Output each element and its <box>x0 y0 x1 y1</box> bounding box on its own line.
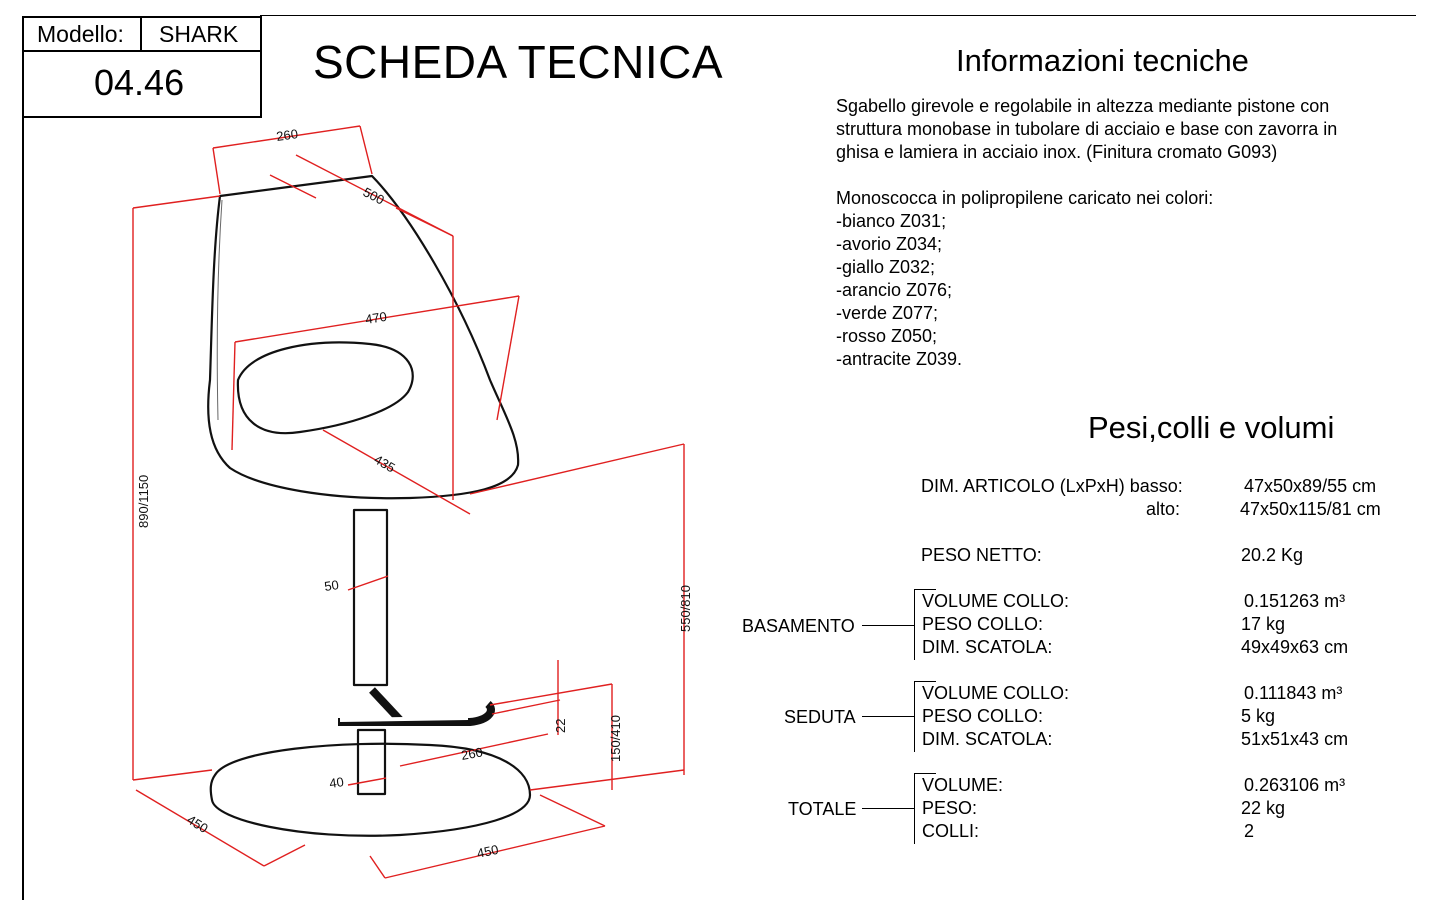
colors-title: Monoscocca in polipropilene caricato nei colori: <box>836 188 1214 208</box>
page-title: SCHEDA TECNICA <box>313 36 724 88</box>
dim-line <box>133 196 220 208</box>
dim-label-base-left: 450 <box>184 811 211 837</box>
seat-inner-line <box>217 200 222 420</box>
group-bracket-tick <box>914 681 936 682</box>
group-row-label: VOLUME: <box>922 775 1004 795</box>
dim-line <box>270 175 316 198</box>
seat-cutout <box>238 343 413 434</box>
model-label: Modello: <box>37 21 124 47</box>
dim-line <box>540 795 605 826</box>
color-item: -rosso Z050; <box>836 326 938 346</box>
dim-line <box>323 430 470 514</box>
group-row-value: 5 kg <box>1241 706 1276 726</box>
desc-line: struttura monobase in tubolare di acciaio e base con zavorra in <box>836 119 1338 139</box>
group-row-label: COLLI: <box>922 821 980 841</box>
dim-line <box>497 296 519 420</box>
weights-title: Pesi,colli e volumi <box>1088 410 1335 445</box>
group-name-totale: TOTALE <box>788 799 857 819</box>
foot-ring-inner <box>340 718 468 720</box>
group-name-basamento: BASAMENTO <box>742 616 855 636</box>
dim-label-foot-height: 150/410 <box>608 715 623 762</box>
lower-column <box>358 730 385 794</box>
column <box>354 510 387 685</box>
model-name-cell <box>142 18 260 52</box>
dim-line <box>348 778 386 785</box>
dim-label-seat-depth: 435 <box>371 451 398 476</box>
group-row-value: 2 <box>1244 821 1255 841</box>
dim-label-foot-width: 260 <box>459 744 484 763</box>
group-row-label: DIM. SCATOLA: <box>922 729 1053 749</box>
dim-basso-value: 47x50x89/55 cm <box>1244 476 1377 496</box>
dim-line <box>492 700 560 714</box>
model-box <box>22 16 262 118</box>
seat-shell <box>208 176 518 498</box>
group-row-label: VOLUME COLLO: <box>922 591 1070 611</box>
group-bracket <box>914 589 915 660</box>
info-description <box>836 95 1337 164</box>
group-row-value: 49x49x63 cm <box>1241 637 1349 657</box>
color-item: -arancio Z076; <box>836 280 953 300</box>
dim-line <box>396 208 453 236</box>
group-bracket <box>914 681 915 752</box>
dim-label-top-width: 260 <box>275 126 299 144</box>
color-item: -antracite Z039. <box>836 349 963 369</box>
group-connector <box>862 625 914 626</box>
dim-label-seat-width: 470 <box>364 308 388 327</box>
stool-outline <box>208 176 530 836</box>
group-row-label: PESO COLLO: <box>922 614 1044 634</box>
dim-label-foot-tube: 22 <box>553 718 568 733</box>
group-row-value: 0.263106 m³ <box>1244 775 1346 795</box>
group-bracket-tick <box>914 773 936 774</box>
dim-label-top-depth: 500 <box>360 184 387 208</box>
group-bracket <box>914 773 915 844</box>
dim-line <box>470 444 684 494</box>
dim-line <box>232 342 235 450</box>
info-title: Informazioni tecniche <box>956 43 1249 78</box>
dim-label-column: 50 <box>323 577 340 594</box>
color-item: -avorio Z034; <box>836 234 943 254</box>
group-row-value: 0.151263 m³ <box>1244 591 1346 611</box>
foot-rest-bar <box>372 690 400 720</box>
stool-drawing <box>0 110 720 900</box>
group-row-label: VOLUME COLLO: <box>922 683 1070 703</box>
dim-line <box>370 856 385 878</box>
colors-list <box>836 187 1213 371</box>
group-connector <box>862 716 914 717</box>
group-row-label: PESO COLLO: <box>922 706 1044 726</box>
color-item: -bianco Z031; <box>836 211 947 231</box>
group-row-value: 17 kg <box>1241 614 1286 634</box>
dim-line <box>360 126 372 174</box>
dim-alto-value: 47x50x115/81 cm <box>1240 499 1381 519</box>
color-item: -giallo Z032; <box>836 257 936 277</box>
color-item: -verde Z077; <box>836 303 939 323</box>
frame-top-line <box>260 15 1416 16</box>
group-name-seduta: SEDUTA <box>784 707 856 727</box>
dim-line <box>530 770 684 790</box>
group-row-label: DIM. SCATOLA: <box>922 637 1053 657</box>
net-weight-value: 20.2 Kg <box>1241 545 1304 565</box>
dim-label-seat-height: 550/810 <box>678 585 693 632</box>
dim-line <box>213 148 220 194</box>
desc-line: ghisa e lamiera in acciaio inox. (Finitura cromato G093) <box>836 142 1278 162</box>
group-bracket-tick <box>914 589 936 590</box>
dim-line <box>133 770 212 780</box>
dim-label-total-height: 890/1150 <box>136 474 151 528</box>
model-label-cell <box>24 18 142 52</box>
dim-label-base-tube: 40 <box>328 774 345 791</box>
group-row-value: 51x51x43 cm <box>1241 729 1349 749</box>
dim-label-base-bottom: 450 <box>475 841 500 861</box>
dim-label: DIM. ARTICOLO (LxPxH) basso: <box>921 476 1183 496</box>
group-row-value: 0.111843 m³ <box>1244 683 1343 703</box>
group-row-value: 22 kg <box>1241 798 1286 818</box>
desc-line: Sgabello girevole e regolabile in altezza mediante pistone con <box>836 96 1330 116</box>
dim-line <box>264 845 305 866</box>
net-weight-label: PESO NETTO: <box>921 545 1042 565</box>
dim-alto-label: alto: <box>1146 499 1181 519</box>
group-connector <box>862 808 914 809</box>
model-code: 04.46 <box>94 62 185 103</box>
model-name: SHARK <box>159 21 239 47</box>
group-row-label: PESO: <box>922 798 978 818</box>
